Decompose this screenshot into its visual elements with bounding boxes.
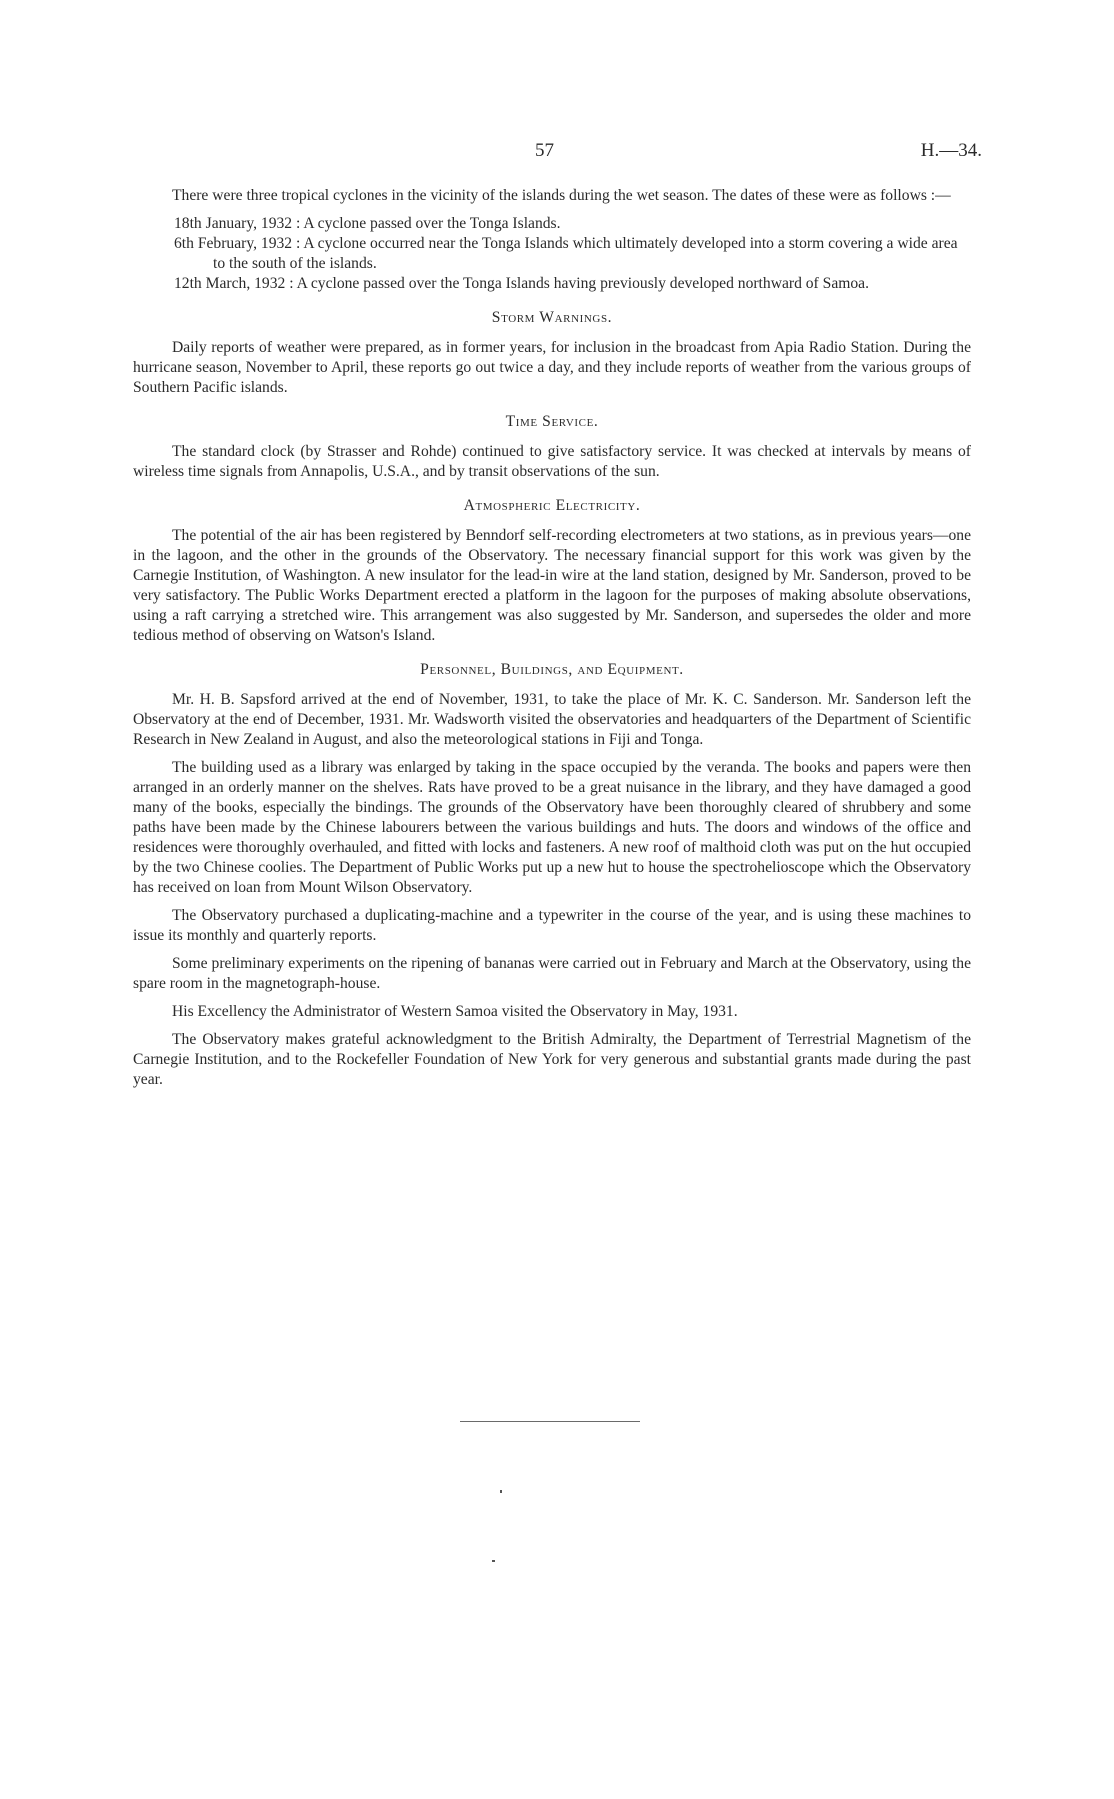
page-header	[0, 140, 1114, 164]
storm-warnings-paragraph: Daily reports of weather were prepared, as in former years, for inclusion in the broadcast from Apia Radio Station. During the hurricane season, November to April, these reports go out twice a day, and they include reports of weather from the various groups of Southern Pacific islands.	[133, 339, 971, 396]
scan-speck	[492, 1560, 495, 1562]
cyclone-list	[133, 214, 971, 294]
section-heading-time-service: Time Service.	[505, 413, 599, 430]
section-heading-atmospheric-electricity: Atmospheric Electricity.	[463, 497, 641, 514]
end-rule	[460, 1421, 640, 1422]
section-heading-personnel: Personnel, Buildings, and Equipment.	[420, 661, 684, 678]
document-reference: H.—34.	[920, 140, 982, 161]
intro-paragraph: There were three tropical cyclones in the vicinity of the islands during the wet season. The dates of these were as follows :—	[172, 187, 951, 204]
personnel-paragraph: The Observatory purchased a duplicating-machine and a typewriter in the course of the year, and is using these machines to issue its monthly and quarterly reports.	[133, 907, 971, 944]
personnel-paragraph: Mr. H. B. Sapsford arrived at the end of November, 1931, to take the place of Mr. K. C. Sanderson. Mr. Sanderson left the Observatory at the end of December, 1931. Mr. Wadsworth visited the observatories and headquarters of the Department of Scientific Research in New Zealand in August, and also the meteorological stations in Fiji and Tonga.	[133, 691, 971, 748]
time-service-paragraph: The standard clock (by Strasser and Rohde) continued to give satisfactory service. It was checked at intervals by means of wireless time signals from Annapolis, U.S.A., and by transit observations of the sun.	[133, 443, 971, 480]
page-number: 57	[535, 140, 554, 161]
cyclone-item: 12th March, 1932 : A cyclone passed over the Tonga Islands having previously developed northward of Samoa.	[174, 275, 869, 292]
page-body	[133, 186, 971, 1098]
cyclone-item: 18th January, 1932 : A cyclone passed over the Tonga Islands.	[174, 215, 561, 232]
personnel-paragraph: Some preliminary experiments on the ripening of bananas were carried out in February and March at the Observatory, using the spare room in the magnetograph-house.	[133, 955, 971, 992]
cyclone-item: 6th February, 1932 : A cyclone occurred near the Tonga Islands which ultimately developed into a storm covering a wide area to the south of the islands.	[174, 235, 958, 272]
section-heading-storm-warnings: Storm Warnings.	[491, 309, 613, 326]
atmospheric-electricity-paragraph: The potential of the air has been registered by Benndorf self-recording electrometers at two stations, as in previous years—one in the lagoon, and the other in the grounds of the Observatory. The necessary financial support for this work was given by the Carnegie Institution, of Washington. A new insulator for the lead-in wire at the land station, designed by Mr. Sanderson, proved to be very satisfactory. The Public Works Department erected a platform in the lagoon for the purposes of making absolute observations, using a raft carrying a stretched wire. This arrangement was also suggested by Mr. Sanderson, and supersedes the older and more tedious method of observing on Watson's Island.	[133, 527, 971, 644]
personnel-paragraph: The Observatory makes grateful acknowledgment to the British Admiralty, the Department of Terrestrial Magnetism of the Carnegie Institution, and to the Rockefeller Foundation of New York for very generous and substantial grants made during the past year.	[133, 1031, 971, 1088]
personnel-paragraph: The building used as a library was enlarged by taking in the space occupied by the veranda. The books and papers were then arranged in an orderly manner on the shelves. Rats have proved to be a great nuisance in the library, and they have damaged a good many of the books, especially the bindings. The grounds of the Observatory have been thoroughly cleared of shrubbery and some paths have been made by the Chinese labourers between the various buildings and huts. The doors and windows of the office and residences were thoroughly overhauled, and fitted with locks and fasteners. A new roof of malthoid cloth was put on the hut occupied by the two Chinese coolies. The Department of Public Works put up a new hut to house the spectrohelioscope which the Observatory has received on loan from Mount Wilson Observatory.	[133, 759, 971, 896]
personnel-paragraph: His Excellency the Administrator of Western Samoa visited the Observatory in May, 1931.	[172, 1003, 738, 1020]
scan-speck	[500, 1490, 502, 1493]
